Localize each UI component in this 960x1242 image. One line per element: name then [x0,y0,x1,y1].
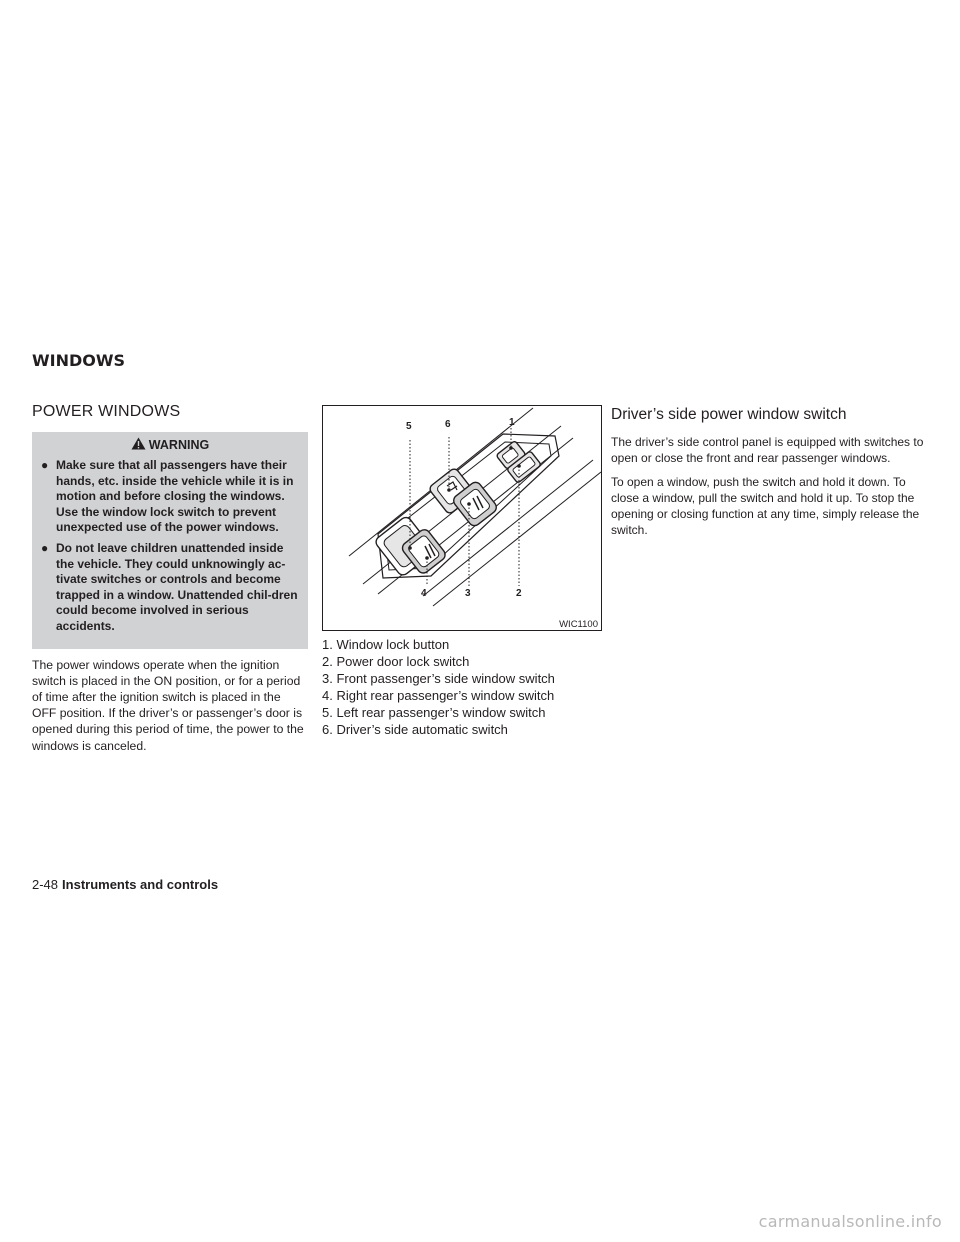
window-switch-illustration [323,406,601,630]
warning-box [32,432,308,649]
bullet-icon: ● [41,458,49,472]
page-number: 2-48 [32,877,59,892]
callout-3: 3 [465,588,471,599]
driver-switch-paragraph: To open a window, push the switch and hold it down. To close a window, pull the switch and hold it up. To stop the opening or closing function at any time, simply release the switch. [611,475,920,537]
warning-item: ● Do not leave children unattended inside the vehicle. They could unknowingly ac-tivate switches or controls and become trapped in a window. Unattended chil-dren could become involved in serious accidents. [41,540,298,633]
figure-legend [322,636,602,738]
page-footer [32,877,218,892]
bullet-icon: ● [41,540,49,555]
power-windows-column [32,403,308,754]
driver-switch-paragraph: The driver’s side control panel is equipped with switches to open or close the front and rear passenger windows. [611,435,924,465]
driver-switch-heading: Driver’s side power window switch [611,406,847,423]
warning-triangle-icon [131,437,146,453]
watermark: carmanualsonline.info [758,1212,942,1231]
chapter-title: Instruments and controls [62,877,219,892]
figure-column [322,405,602,738]
legend-item: 5. Left rear passenger’s window switch [322,705,546,720]
warning-item: ● Make sure that all passengers have their hands, etc. inside the vehicle while it is in motion and before closing the windows. Use the window lock switch to prevent unexpected use of the power windows. [41,458,294,535]
callout-2: 2 [516,588,522,599]
callout-4: 4 [421,588,427,599]
callout-6: 6 [445,419,451,430]
section-title: WINDOWS [32,351,126,370]
callout-1: 1 [509,417,515,428]
legend-item: 2. Power door lock switch [322,654,470,669]
legend-item: 6. Driver’s side automatic switch [322,722,508,737]
legend-item: 3. Front passenger’s side window switch [322,671,555,686]
legend-item: 4. Right rear passenger’s window switch [322,688,555,703]
power-windows-body: The power windows operate when the ignition switch is placed in the ON position, or for a period of time after the ignition switch is placed in the OFF position. If the driver’s or passenger’s door is opened during this period of time, the power to the windows is canceled. [32,657,304,753]
power-windows-heading: POWER WINDOWS [32,403,181,420]
warning-label: WARNING [148,438,210,452]
legend-item: 1. Window lock button [322,637,450,652]
warning-list [40,458,300,635]
figure-code: WIC1100 [559,619,598,630]
driver-switch-column [611,403,927,546]
callout-5: 5 [406,421,412,432]
window-switch-figure [322,405,602,631]
warning-header [40,435,300,455]
